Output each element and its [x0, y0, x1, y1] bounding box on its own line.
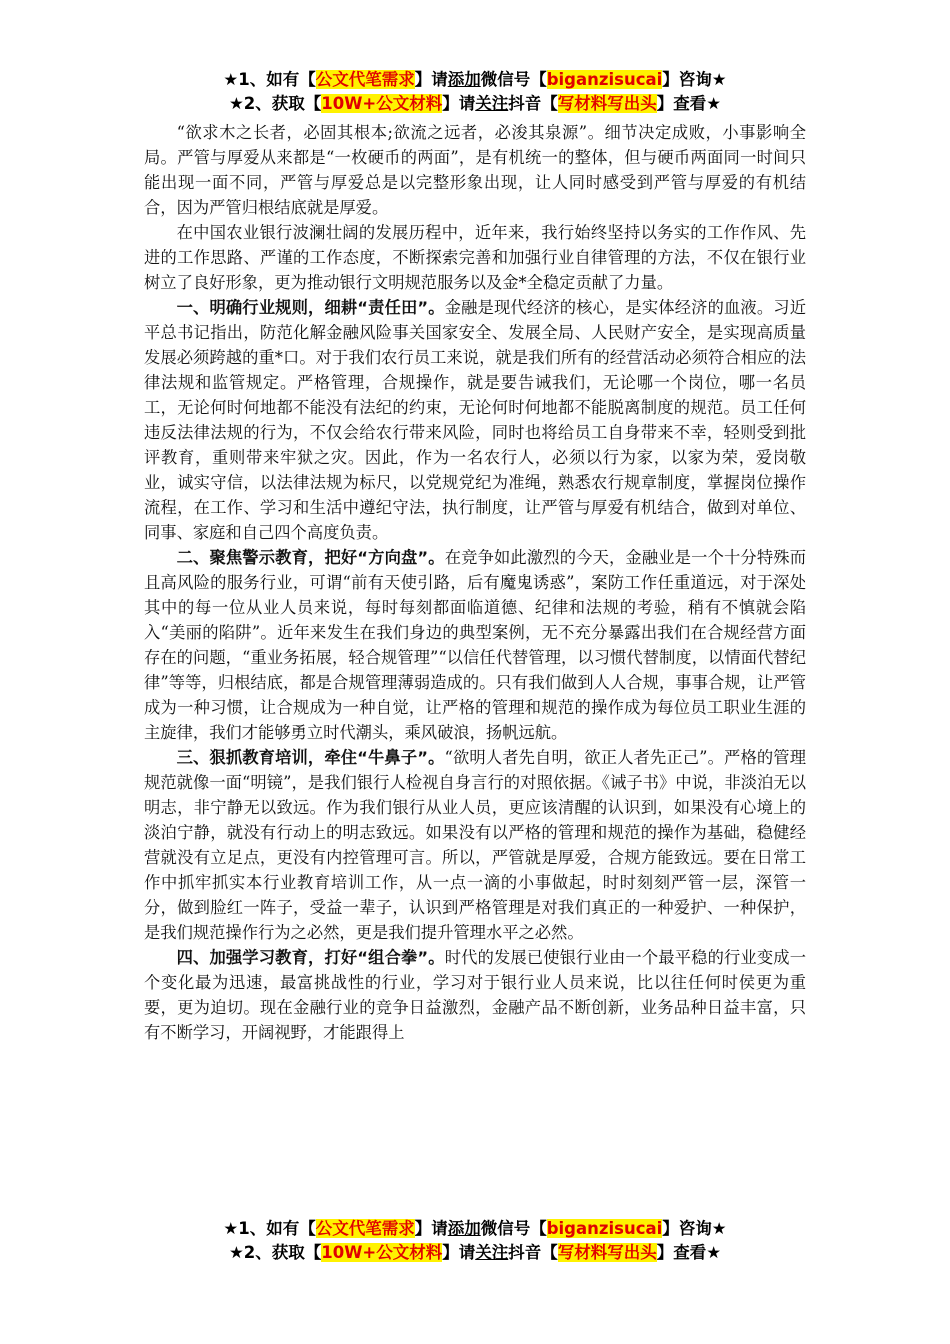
promo-banner-top: [0, 68, 950, 116]
promo-line-1: ★1、如有【公文代笔需求】请添加微信号【biganzisucai】咨询★: [223, 1219, 727, 1238]
highlight-ghostwriting: 公文代笔需求: [315, 1219, 415, 1238]
highlight-douyin: 写材料写出头: [557, 94, 657, 113]
section-3: [144, 745, 806, 945]
section-2-text: 在竞争如此激烈的今天，金融业是一个十分特殊而且高风险的服务行业，可谓“前有天使引路，后有魔鬼诱惑”，案防工作任重道远，对于深处其中的每一位从业人员来说，每时每刻都面临道德、纪律和法规的考验，稍有不慎就会陷入“美丽的陷阱”。近年来发生在我们身边的典型案例，无不充分暴露出我们在合规经营方面存在的问题，“重业务拓展，轻合规管理”“以信任代替管理，以习惯代替制度，以情面代替纪律”等等，归根结底，都是合规管理薄弱造成的。只有我们做到人人合规，事事合规，让严管成为一种习惯，让合规成为一种自觉，让严格的管理和规范的操作成为每位员工职业生涯的主旋律，我们才能够勇立时代潮头，乘风破浪，扬帆远航。: [144, 548, 806, 742]
section-4-heading: 四、加强学习教育，打好“组合拳”。: [176, 948, 445, 967]
promo-line-1: ★1、如有【公文代笔需求】请添加微信号【biganzisucai】咨询★: [223, 70, 727, 89]
highlight-wechat-id: biganzisucai: [546, 70, 663, 89]
section-4: [144, 945, 806, 1045]
promo-line-2: ★2、获取【10W+公文材料】请关注抖音【写材料写出头】查看★: [228, 94, 722, 113]
promo-banner-bottom: [0, 1217, 950, 1265]
promo-line-2: ★2、获取【10W+公文材料】请关注抖音【写材料写出头】查看★: [228, 1243, 722, 1262]
section-4-text: 时代的发展已使银行业由一个最平稳的行业变成一个变化最为迅速，最富挑战性的行业，学习对于银行业人员来说，比以往任何时侯更为重要，更为迫切。现在金融行业的竞争日益激烈，金融产品不断创新，业务品种日益丰富，只有不断学习，开阔视野，才能跟得上: [144, 948, 806, 1042]
context-paragraph: 在中国农业银行波澜壮阔的发展历程中，近年来，我行始终坚持以务实的工作作风、先进的工作思路、严谨的工作态度，不断探索完善和加强行业自律管理的方法，不仅在银行业树立了良好形象，更为推动银行文明规范服务以及金*全稳定贡献了力量。: [144, 223, 806, 292]
section-1-heading: 一、明确行业规则，细耕“责任田”。: [176, 298, 445, 317]
section-3-text: “欲明人者先自明，欲正人者先正己”。严格的管理规范就像一面“明镜”，是我们银行人检视自身言行的对照依据。《诫子书》中说，非淡泊无以明志，非宁静无以致远。作为我们银行从业人员，更应该清醒的认识到，如果没有心境上的淡泊宁静，就没有行动上的明志致远。如果没有以严格的管理和规范的操作为基础，稳健经营就没有立足点，更没有内控管理可言。所以，严管就是厚爱，合规方能致远。要在日常工作中抓牢抓实本行业教育培训工作，从一点一滴的小事做起，时时刻刻严管一层，深管一分，做到脸红一阵子，受益一辈子，认识到严格管理是对我们真正的一种爱护、一种保护，是我们规范操作行为之必然，更是我们提升管理水平之必然。: [144, 748, 806, 942]
intro-paragraph: “欲求木之长者，必固其根本;欲流之远者，必浚其泉源”。细节决定成败，小事影响全局。严管与厚爱从来都是“一枚硬币的两面”，是有机统一的整体，但与硬币两面同一时间只能出现一面不同，严管与厚爱总是以完整形象出现，让人同时感受到严管与厚爱的有机结合，因为严管归根结底就是厚爱。: [144, 123, 806, 217]
highlight-materials: 10W+公文材料: [321, 1243, 443, 1262]
highlight-ghostwriting: 公文代笔需求: [315, 70, 415, 89]
highlight-wechat-id: biganzisucai: [546, 1219, 663, 1238]
section-2: [144, 545, 806, 745]
section-3-heading: 三、狠抓教育培训，牵住“牛鼻子”。: [176, 748, 445, 767]
section-1-text: 金融是现代经济的核心，是实体经济的血液。习近平总书记指出，防范化解金融风险事关国家安全、发展全局、人民财产安全，是实现高质量发展必须跨越的重*口。对于我们农行员工来说，就是我们所有的经营活动必须符合相应的法律法规和监管规定。严格管理，合规操作，就是要告诫我们，无论哪一个岗位，哪一名员工，无论何时何地都不能没有法纪的约束，无论何时何地都不能脱离制度的规范。员工任何违反法律法规的行为，不仅会给农行带来风险，同时也将给员工自身带来不幸，轻则受到批评教育，重则带来牢狱之灾。因此，作为一名农行人，必须以行为家，以家为荣，爱岗敬业，诚实守信，以法律法规为标尺，以党规党纪为准绳，熟悉农行规章制度，掌握岗位操作流程，在工作、学习和生活中遵纪守法，执行制度，让严管与厚爱有机结合，做到对单位、同事、家庭和自己四个高度负责。: [144, 298, 806, 542]
highlight-materials: 10W+公文材料: [321, 94, 443, 113]
section-2-heading: 二、聚焦警示教育，把好“方向盘”。: [176, 548, 445, 567]
highlight-douyin: 写材料写出头: [557, 1243, 657, 1262]
section-1: [144, 295, 806, 545]
document-body: [144, 120, 806, 1045]
